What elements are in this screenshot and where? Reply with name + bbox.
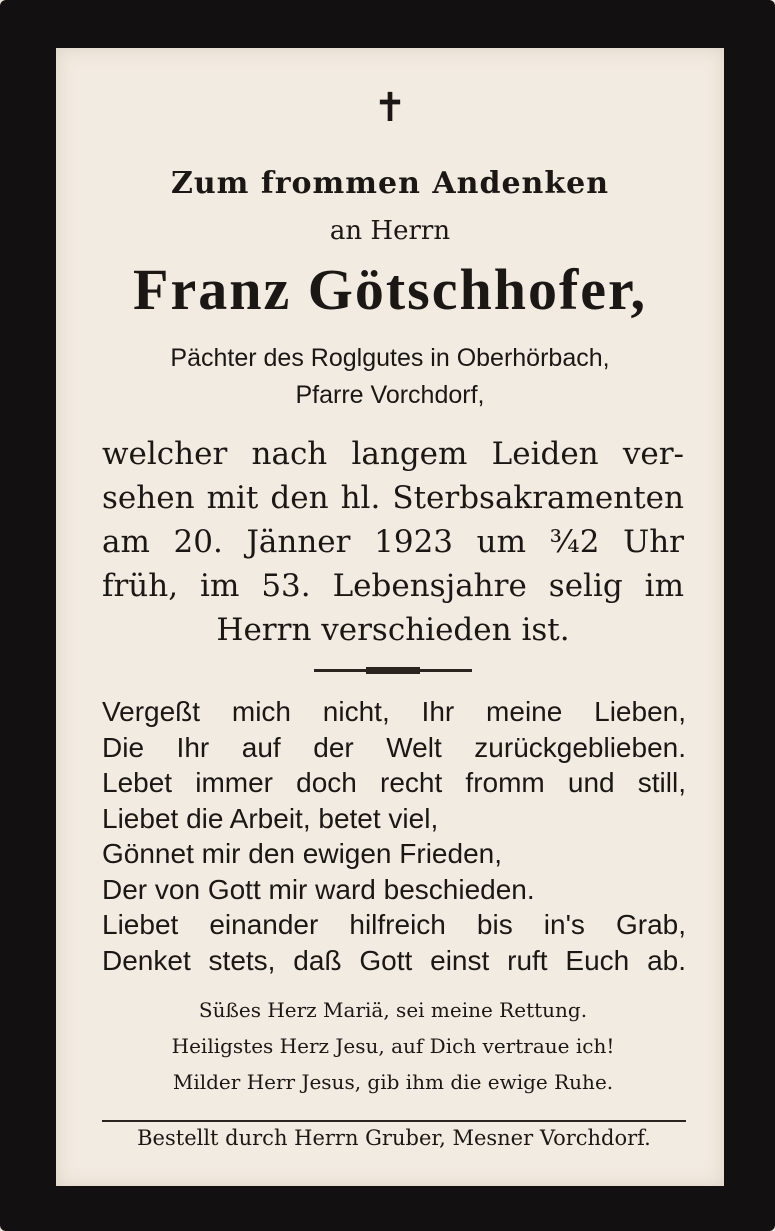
death-text-line: Herrn verschieden ist.	[216, 612, 570, 648]
card-heading: Zum frommen Andenken	[170, 166, 610, 201]
card-subheading: an Herrn	[329, 216, 451, 246]
occupation-line-2: Pfarre Vorchdorf,	[295, 381, 485, 409]
prayer-lines	[102, 992, 684, 1100]
deceased-name: Franz Götschhofer,	[133, 257, 647, 322]
death-notice-text	[102, 432, 684, 652]
poem-line: Liebet einander hilfreich bis in's Grab,	[102, 909, 686, 940]
cross-icon: ✝	[373, 85, 407, 131]
poem-line: Liebet die Arbeit, betet viel,	[102, 802, 439, 834]
poem-line: Lebet immer doch recht fromm und still,	[102, 767, 686, 798]
poem-line: Der von Gott mir ward beschieden.	[102, 873, 535, 905]
occupation-line-1: Pächter des Roglgutes in Oberhörbach,	[170, 344, 610, 372]
poem-line: Gönnet mir den ewigen Frieden,	[102, 838, 502, 869]
poem-line: Denket stets, daß Gott einst ruft Euch ab.	[102, 944, 686, 976]
poem-line: Die Ihr auf der Welt zurückgeblieben.	[102, 731, 686, 763]
death-text-line: sehen mit den hl. Sterbsakramenten	[102, 480, 684, 516]
memorial-poem	[102, 694, 686, 978]
ornamental-divider	[314, 669, 472, 672]
death-text-line: am 20. Jänner 1923 um ¾2 Uhr	[102, 524, 684, 560]
prayer-line: Süßes Herz Mariä, sei meine Rettung.	[198, 998, 588, 1022]
card-paper	[56, 48, 724, 1186]
footer-rule	[102, 1120, 686, 1122]
death-text-line: welcher nach langem Leiden ver-	[102, 436, 684, 472]
death-text-line: früh, im 53. Lebensjahre selig im	[102, 568, 684, 604]
prayer-line: Milder Herr Jesus, gib ihm die ewige Ruhe.	[172, 1070, 614, 1094]
poem-line: Vergeßt mich nicht, Ihr meine Lieben,	[102, 696, 686, 727]
prayer-line: Heiligstes Herz Jesu, auf Dich vertraue ich!	[171, 1034, 615, 1058]
printer-footer: Bestellt durch Herrn Gruber, Mesner Vorchdorf.	[137, 1126, 651, 1150]
